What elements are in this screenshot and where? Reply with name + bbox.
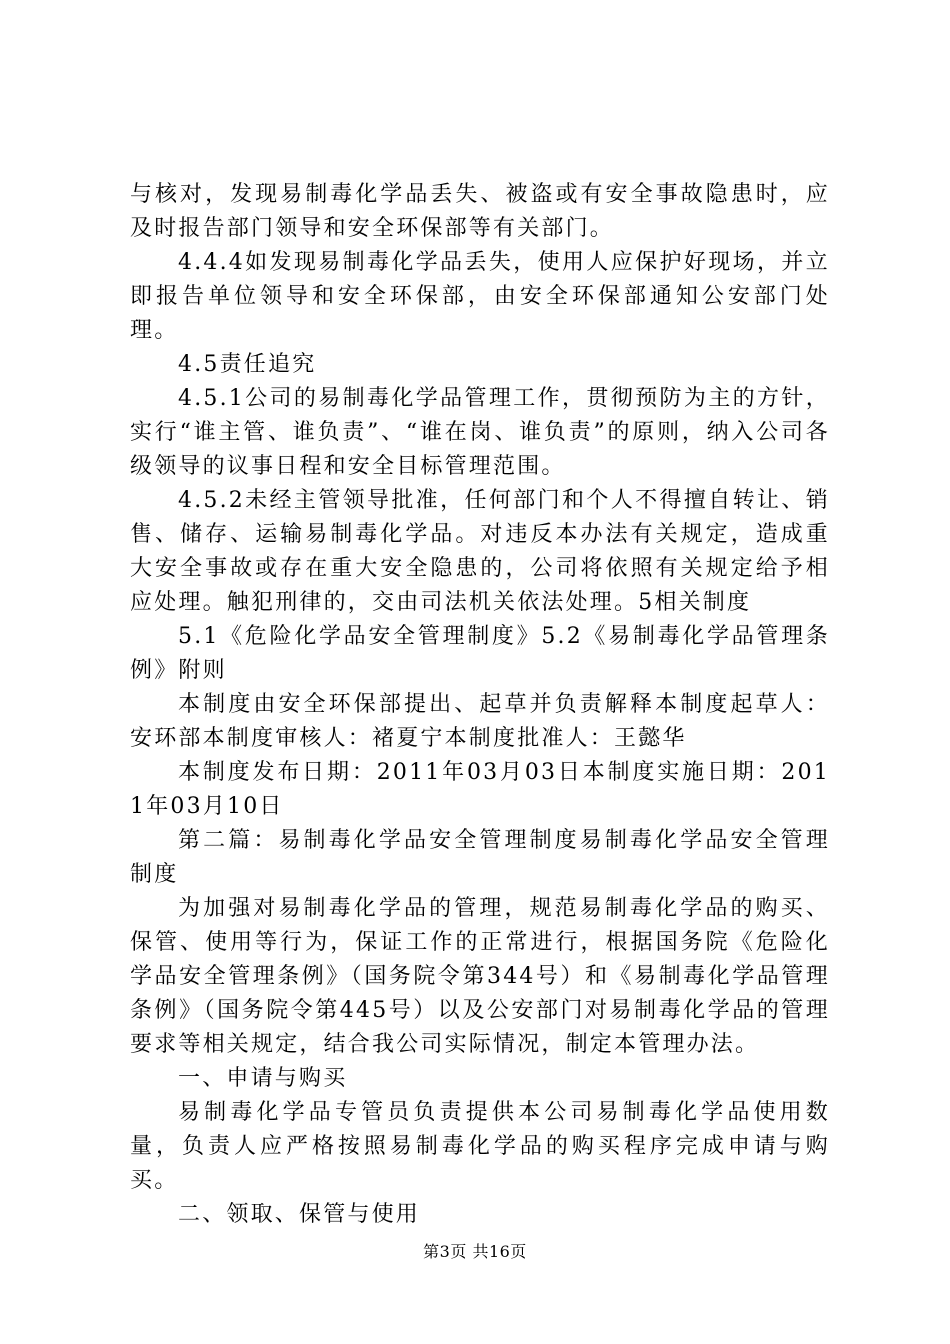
paragraph-purpose: 为加强对易制毒化学品的管理，规范易制毒化学品的购买、保管、使用等行为，保证工作的正常进行，根据国务院《危险化学品安全管理条例》（国务院令第344号）和《易制毒化学品管理条例》（国务院令第445号）以及公安部门对易制毒化学品的管理要求等相关规定，结合我公司实际情况，制定本管理办法。 [130, 896, 830, 1057]
paragraph-4-5-2: 4.5.2未经主管领导批准，任何部门和个人不得擅自转让、销售、储存、运输易制毒化学品。对违反本办法有关规定，造成重大安全事故或存在重大安全隐患的，公司将依照有关规定给予相应处理。触犯刑律的，交由司法机关依法处理。5相关制度 [130, 488, 830, 615]
heading-apply-purchase: 一、申请与购买 [178, 1066, 348, 1091]
heading-4-5: 4.5责任追究 [178, 352, 317, 377]
paragraph-apply-purchase: 易制毒化学品专管员负责提供本公司易制毒化学品使用数量，负责人应严格按照易制毒化学品的购买程序完成申请与购买。 [130, 1100, 830, 1193]
page-number: 第3页 共16页 [423, 1242, 527, 1261]
paragraph-4-4-4: 4.4.4如发现易制毒化学品丢失，使用人应保护好现场，并立即报告单位领导和安全环保部，由安全环保部通知公安部门处理。 [130, 250, 830, 343]
paragraph-continuation: 与核对，发现易制毒化学品丢失、被盗或有安全事故隐患时，应及时报告部门领导和安全环保部等有关部门。 [130, 182, 830, 241]
paragraph-authors: 本制度由安全环保部提出、起草并负责解释本制度起草人：安环部本制度审核人：褚夏宁本制度批准人：王懿华 [130, 692, 830, 751]
paragraph-dates: 本制度发布日期：2011年03月03日本制度实施日期：2011年03月10日 [130, 760, 830, 819]
paragraph-related-rules: 5.1《危险化学品安全管理制度》5.2《易制毒化学品管理条例》附则 [130, 624, 830, 683]
section-title-part-two: 第二篇：易制毒化学品安全管理制度易制毒化学品安全管理制度 [130, 828, 830, 887]
heading-receive-store-use: 二、领取、保管与使用 [178, 1202, 421, 1227]
document-body [130, 178, 830, 1232]
paragraph-4-5-1: 4.5.1公司的易制毒化学品管理工作，贯彻预防为主的方针，实行“谁主管、谁负责”、“谁在岗、谁负责”的原则，纳入公司各级领导的议事日程和安全目标管理范围。 [130, 386, 830, 479]
